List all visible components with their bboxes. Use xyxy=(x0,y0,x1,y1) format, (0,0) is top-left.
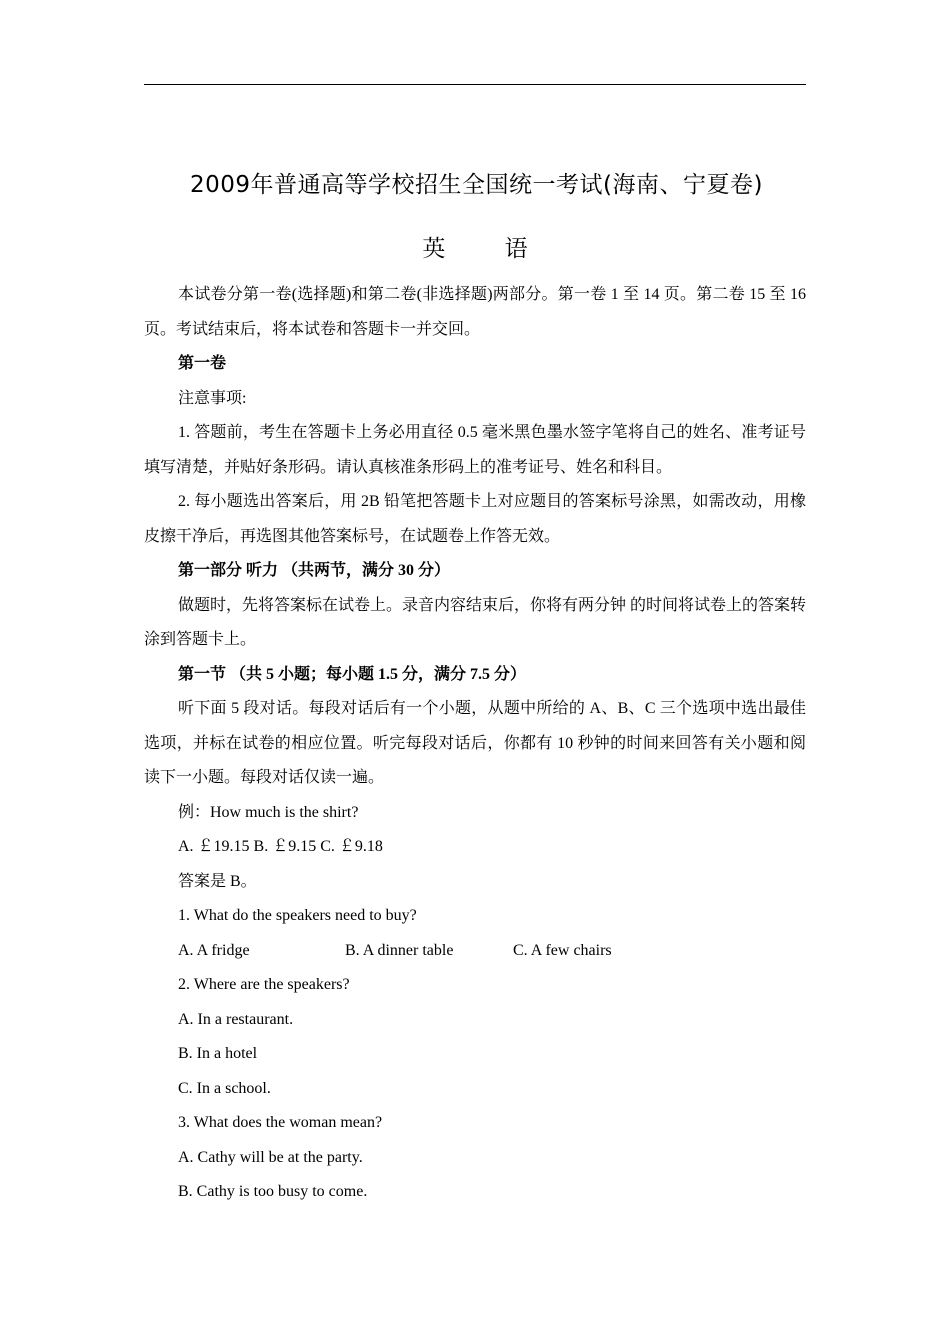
example-question: 例：How much is the shirt? xyxy=(178,803,359,821)
question-2-option-c: C. In a school. xyxy=(178,1079,271,1097)
note-1: 1. 答题前，考生在答题卡上务必用直径 0.5 毫米黑色墨水签字笔将自己的姓名、准考证号填写清楚，并贴好条形码。请认真核准条形码上的准考证号、姓名和科目。 xyxy=(144,424,806,476)
question-1-options xyxy=(144,934,806,969)
question-2-option-b: B. In a hotel xyxy=(178,1045,258,1062)
subject-text: 英 语 xyxy=(422,236,554,262)
part1-instructions: 做题时，先将答案标在试卷上。录音内容结束后，你将有两分钟 的时间将试卷上的答案转涂到答题卡上。 xyxy=(144,596,807,648)
section1-instructions: 听下面 5 段对话。每段对话后有一个小题，从题中所给的 A、B、C 三个选项中选出最佳选项，并标在试卷的相应位置。听完每段对话后，你都有 10 秒钟的时间来回答有关小题和阅读下一小题。每段对话仅读一遍。 xyxy=(144,700,806,786)
part1-heading: 第一部分 听力 （共两节，满分 30 分） xyxy=(178,562,451,579)
example-options: A. ￡19.15 B. ￡9.15 C. ￡9.18 xyxy=(178,838,383,855)
question-1-option-a: A. A fridge xyxy=(178,941,250,959)
subject-title xyxy=(0,230,950,263)
header-rule xyxy=(144,84,806,85)
question-1-stem: 1. What do the speakers need to buy? xyxy=(178,907,417,924)
question-2-stem: 2. Where are the speakers? xyxy=(178,976,350,993)
intro-paragraph: 本试卷分第一卷(选择题)和第二卷(非选择题)两部分。第一卷 1 至 14 页。第二卷 15 至 16 页。考试结束后，将本试卷和答题卡一并交回。 xyxy=(144,286,806,338)
question-3-stem: 3. What does the woman mean? xyxy=(178,1114,383,1131)
exam-title: 2009年普通高等学校招生全国统一考试(海南、宁夏卷) xyxy=(190,172,763,198)
exam-body xyxy=(144,278,806,1210)
question-3-option-a: A. Cathy will be at the party. xyxy=(178,1148,363,1166)
question-1-option-b: B. A dinner table xyxy=(345,941,454,959)
volume-heading: 第一卷 xyxy=(178,355,227,372)
question-2-option-a: A. In a restaurant. xyxy=(178,1010,294,1028)
section1-heading: 第一节 （共 5 小题；每小题 1.5 分，满分 7.5 分） xyxy=(178,665,527,683)
notice-label: 注意事项: xyxy=(178,389,247,407)
note-2: 2. 每小题选出答案后，用 2B 铅笔把答题卡上对应题目的答案标号涂黑，如需改动，用橡皮擦干净后，再选图其他答案标号，在试题卷上作答无效。 xyxy=(144,493,806,545)
question-3-option-b: B. Cathy is too busy to come. xyxy=(178,1183,368,1200)
question-1-option-c: C. A few chairs xyxy=(513,941,612,959)
example-answer: 答案是 B。 xyxy=(178,872,257,890)
